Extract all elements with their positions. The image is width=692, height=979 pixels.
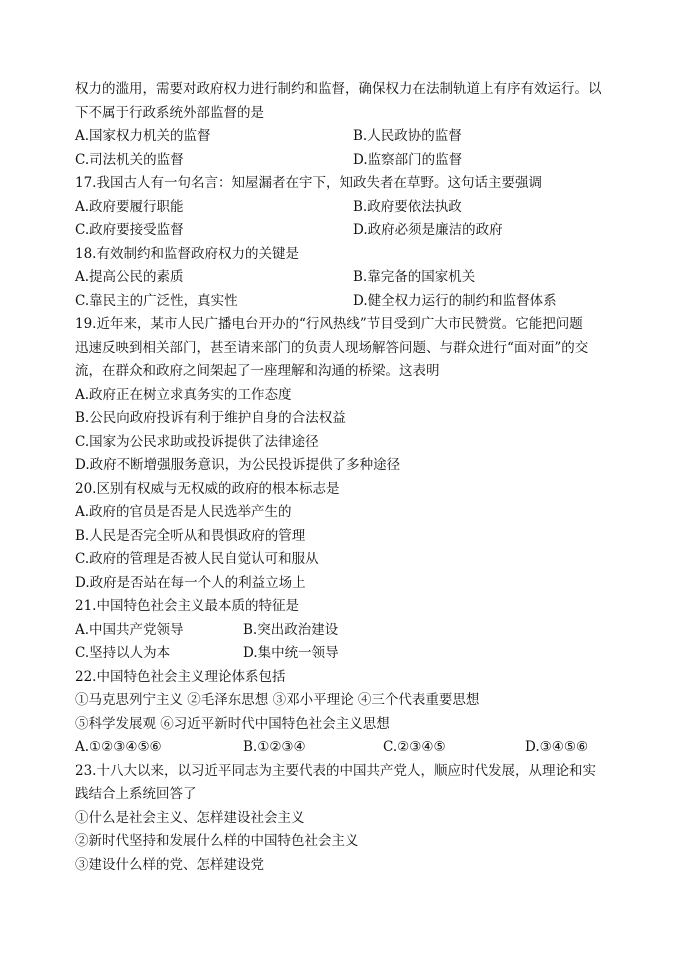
q19-option-a: A.政府正在树立求真务实的工作态度 bbox=[75, 386, 292, 403]
q16-option-d: D.监察部门的监督 bbox=[353, 151, 463, 168]
q21-stem: 21.中国特色社会主义最本质的特征是 bbox=[75, 598, 299, 614]
q17-option-b: B.政府要依法执政 bbox=[353, 198, 462, 215]
q19-option-b: B.公民向政府投诉有利于维护自身的合法权益 bbox=[75, 410, 346, 426]
q18-options-row1 bbox=[75, 266, 620, 290]
q17-stem: 17.我国古人有一句名言：知屋漏者在宇下，知政失者在草野。这句话主要强调 bbox=[75, 175, 542, 191]
q16-stem-line1: 权力的滥用，需要对政府权力进行制约和监督，确保权力在法制轨道上有序有效运行。以 bbox=[75, 81, 602, 97]
q22-items-line1: ①马克思列宁主义 ②毛泽东思想 ③邓小平理论 ④三个代表重要思想 bbox=[75, 692, 480, 708]
q22-stem: 22.中国特色社会主义理论体系包括 bbox=[75, 668, 286, 685]
q17-options-row2 bbox=[75, 219, 620, 243]
q20-stem: 20.区别有权威与无权威的政府的根本标志是 bbox=[75, 480, 340, 497]
q22-option-c: C.②③④⑤ bbox=[383, 739, 446, 755]
q23-item-1: ①什么是社会主义、怎样建设社会主义 bbox=[75, 809, 305, 826]
q19-stem-line2: 迅速反映到相关部门，甚至请来部门的负责人现场解答问题、与群众进行“面对面”的交 bbox=[75, 339, 589, 356]
q16-options-row1 bbox=[75, 125, 620, 149]
q21-option-b: B.突出政治建设 bbox=[243, 621, 339, 638]
q22-items-line2: ⑤科学发展观 ⑥习近平新时代中国特色社会主义思想 bbox=[75, 715, 390, 732]
q18-option-b: B.靠完备的国家机关 bbox=[353, 269, 476, 285]
q22-option-b: B.①②③④ bbox=[243, 739, 306, 755]
q16-option-a: A.国家权力机关的监督 bbox=[75, 128, 211, 144]
q23-stem-line1: 23.十八大以来，以习近平同志为主要代表的中国共产党人，顺应时代发展，从理论和实 bbox=[75, 762, 596, 779]
q16-option-c: C.司法机关的监督 bbox=[75, 151, 184, 168]
q21-option-a: A.中国共产党领导 bbox=[75, 621, 184, 638]
q19-stem-line1: 19.近年来，某市人民广播电台开办的“行风热线”节目受到广大市民赞赏。它能把问题 bbox=[75, 316, 583, 332]
q18-option-c: C.靠民主的广泛性，真实性 bbox=[75, 292, 238, 309]
q18-options-row2 bbox=[75, 290, 620, 314]
q17-option-c: C.政府要接受监督 bbox=[75, 222, 184, 238]
exam-content bbox=[75, 78, 620, 877]
q20-option-b: B.人民是否完全听从和畏惧政府的管理 bbox=[75, 527, 306, 544]
q16-options-row2 bbox=[75, 149, 620, 173]
q22-options-row bbox=[75, 736, 620, 760]
q22-option-a: A.①②③④⑤⑥ bbox=[75, 739, 162, 755]
q21-option-d: D.集中统一领导 bbox=[243, 645, 339, 661]
q20-option-d: D.政府是否站在每一个人的利益立场上 bbox=[75, 574, 306, 591]
q16-stem-line2: 下不属于行政系统外部监督的是 bbox=[75, 104, 264, 121]
q21-option-c: C.坚持以人为本 bbox=[75, 645, 171, 661]
q17-options-row1 bbox=[75, 196, 620, 220]
q16-option-b: B.人民政协的监督 bbox=[353, 128, 462, 144]
q17-option-a: A.政府要履行职能 bbox=[75, 198, 184, 215]
q18-stem: 18.有效制约和监督政府权力的关键是 bbox=[75, 245, 299, 262]
q20-option-c: C.政府的管理是否被人民自觉认可和服从 bbox=[75, 551, 319, 567]
q18-option-a: A.提高公民的素质 bbox=[75, 269, 184, 285]
q23-stem-line2: 践结合上系统回答了 bbox=[75, 786, 197, 802]
q20-option-a: A.政府的官员是否是人民选举产生的 bbox=[75, 504, 292, 520]
q19-option-d: D.政府不断增强服务意识，为公民投诉提供了多种途径 bbox=[75, 457, 401, 473]
q21-options-row2 bbox=[75, 642, 620, 666]
q22-option-d: D.③④⑤⑥ bbox=[525, 739, 589, 755]
q23-item-3: ③建设什么样的党、怎样建设党 bbox=[75, 856, 264, 873]
q23-item-2: ②新时代坚持和发展什么样的中国特色社会主义 bbox=[75, 833, 359, 849]
q19-stem-line3: 流，在群众和政府之间架起了一座理解和沟通的桥梁。这表明 bbox=[75, 363, 440, 379]
q18-option-d: D.健全权力运行的制约和监督体系 bbox=[353, 292, 557, 309]
q21-options-row1 bbox=[75, 619, 620, 643]
q19-option-c: C.国家为公民求助或投诉提供了法律途径 bbox=[75, 433, 319, 450]
q17-option-d: D.政府必须是廉洁的政府 bbox=[353, 222, 503, 238]
